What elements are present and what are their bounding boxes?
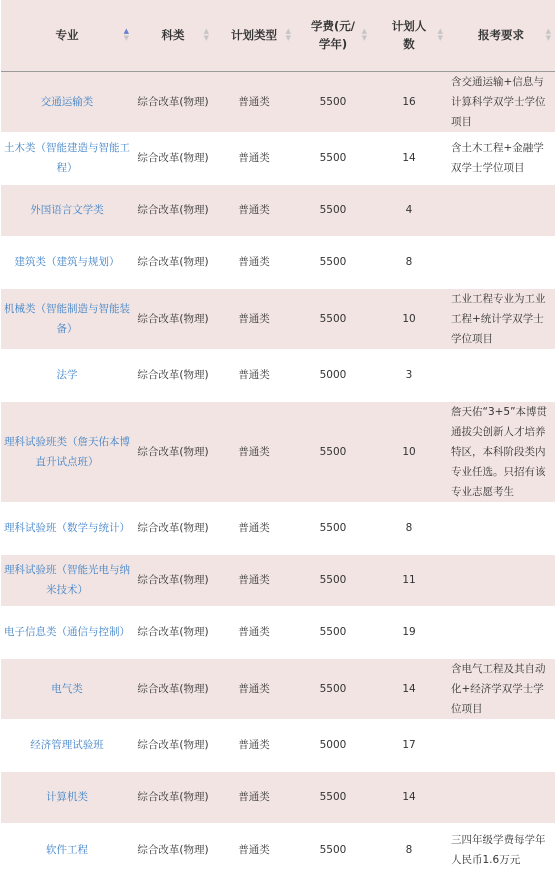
cell-subject: 综合改革(物理) bbox=[133, 719, 213, 771]
header-fee-label: 学费(元/学年) bbox=[311, 19, 355, 52]
cell-major[interactable]: 外国语言文学类 bbox=[1, 184, 133, 236]
table-header bbox=[1, 0, 555, 71]
table-row bbox=[1, 554, 555, 606]
cell-requirement bbox=[447, 184, 555, 236]
cell-plan-type: 普通类 bbox=[213, 184, 295, 236]
cell-requirement: 含电气工程及其自动化+经济学双学士学位项目 bbox=[447, 658, 555, 719]
cell-fee: 5500 bbox=[295, 184, 371, 236]
cell-requirement bbox=[447, 606, 555, 658]
table-row bbox=[1, 184, 555, 236]
cell-major[interactable]: 电子信息类（通信与控制） bbox=[1, 606, 133, 658]
header-count[interactable] bbox=[371, 0, 447, 71]
cell-plan-type: 普通类 bbox=[213, 132, 295, 184]
cell-major[interactable]: 法学 bbox=[1, 349, 133, 401]
cell-fee: 5500 bbox=[295, 401, 371, 502]
cell-requirement bbox=[447, 349, 555, 401]
cell-major[interactable]: 机械类（智能制造与智能装备） bbox=[1, 288, 133, 349]
cell-count: 8 bbox=[371, 502, 447, 554]
cell-count: 14 bbox=[371, 658, 447, 719]
cell-count: 3 bbox=[371, 349, 447, 401]
cell-count: 4 bbox=[371, 184, 447, 236]
cell-requirement: 詹天佑“3+5”本博贯通拔尖创新人才培养特区，本科阶段类内专业任选。只招有该专业志愿考生 bbox=[447, 401, 555, 502]
table-row bbox=[1, 349, 555, 401]
cell-major[interactable]: 交通运输类 bbox=[1, 71, 133, 132]
cell-plan-type: 普通类 bbox=[213, 236, 295, 288]
table-row bbox=[1, 606, 555, 658]
sort-arrows-icon[interactable]: ▲ ▼ bbox=[361, 27, 367, 43]
table-row bbox=[1, 236, 555, 288]
sort-arrows-icon[interactable]: ▲ ▼ bbox=[203, 27, 209, 43]
cell-requirement bbox=[447, 502, 555, 554]
cell-count: 14 bbox=[371, 771, 447, 823]
cell-major[interactable]: 理科试验班（智能光电与纳米技术） bbox=[1, 554, 133, 606]
cell-fee: 5500 bbox=[295, 771, 371, 823]
cell-count: 10 bbox=[371, 401, 447, 502]
cell-subject: 综合改革(物理) bbox=[133, 771, 213, 823]
header-requirement-label: 报考要求 bbox=[478, 28, 524, 43]
cell-major[interactable]: 电气类 bbox=[1, 658, 133, 719]
cell-plan-type: 普通类 bbox=[213, 349, 295, 401]
cell-subject: 综合改革(物理) bbox=[133, 401, 213, 502]
cell-subject: 综合改革(物理) bbox=[133, 288, 213, 349]
header-major-label: 专业 bbox=[55, 28, 79, 43]
cell-subject: 综合改革(物理) bbox=[133, 658, 213, 719]
cell-count: 14 bbox=[371, 132, 447, 184]
header-subject[interactable] bbox=[133, 0, 213, 71]
sort-arrows-icon[interactable]: ▲ ▼ bbox=[123, 27, 129, 43]
table-row bbox=[1, 401, 555, 502]
cell-fee: 5500 bbox=[295, 606, 371, 658]
cell-major[interactable]: 经济管理试验班 bbox=[1, 719, 133, 771]
table-row bbox=[1, 502, 555, 554]
cell-plan-type: 普通类 bbox=[213, 554, 295, 606]
cell-requirement bbox=[447, 236, 555, 288]
cell-requirement: 三四年级学费每学年人民币1.6万元 bbox=[447, 823, 555, 877]
cell-major[interactable]: 建筑类（建筑与规划） bbox=[1, 236, 133, 288]
sort-arrows-icon[interactable]: ▲ ▼ bbox=[285, 27, 291, 43]
header-plan-type[interactable] bbox=[213, 0, 295, 71]
table-row bbox=[1, 823, 555, 877]
cell-major[interactable]: 理科试验班（数学与统计） bbox=[1, 502, 133, 554]
cell-fee: 5000 bbox=[295, 349, 371, 401]
cell-requirement bbox=[447, 719, 555, 771]
cell-requirement bbox=[447, 771, 555, 823]
cell-fee: 5500 bbox=[295, 554, 371, 606]
table-row bbox=[1, 288, 555, 349]
cell-plan-type: 普通类 bbox=[213, 823, 295, 877]
cell-plan-type: 普通类 bbox=[213, 771, 295, 823]
cell-count: 17 bbox=[371, 719, 447, 771]
table-row bbox=[1, 71, 555, 132]
cell-subject: 综合改革(物理) bbox=[133, 132, 213, 184]
cell-plan-type: 普通类 bbox=[213, 502, 295, 554]
cell-subject: 综合改革(物理) bbox=[133, 184, 213, 236]
sort-arrows-icon[interactable]: ▲ ▼ bbox=[437, 27, 443, 43]
cell-subject: 综合改革(物理) bbox=[133, 349, 213, 401]
cell-subject: 综合改革(物理) bbox=[133, 554, 213, 606]
cell-subject: 综合改革(物理) bbox=[133, 606, 213, 658]
table-row bbox=[1, 132, 555, 184]
cell-count: 19 bbox=[371, 606, 447, 658]
table-row bbox=[1, 771, 555, 823]
cell-plan-type: 普通类 bbox=[213, 606, 295, 658]
header-requirement[interactable] bbox=[447, 0, 555, 71]
header-major[interactable] bbox=[1, 0, 133, 71]
cell-major[interactable]: 软件工程 bbox=[1, 823, 133, 877]
header-count-label: 计划人数 bbox=[391, 19, 427, 52]
cell-fee: 5500 bbox=[295, 288, 371, 349]
cell-subject: 综合改革(物理) bbox=[133, 71, 213, 132]
cell-plan-type: 普通类 bbox=[213, 719, 295, 771]
cell-requirement: 含土木工程+金融学双学士学位项目 bbox=[447, 132, 555, 184]
cell-major[interactable]: 计算机类 bbox=[1, 771, 133, 823]
cell-requirement: 工业工程专业为工业工程+统计学双学士学位项目 bbox=[447, 288, 555, 349]
cell-fee: 5500 bbox=[295, 236, 371, 288]
enrollment-plan-table bbox=[1, 0, 555, 878]
cell-major[interactable]: 理科试验班类（詹天佑本博直升试点班） bbox=[1, 401, 133, 502]
cell-subject: 综合改革(物理) bbox=[133, 502, 213, 554]
cell-fee: 5500 bbox=[295, 71, 371, 132]
cell-count: 10 bbox=[371, 288, 447, 349]
cell-major[interactable]: 土木类（智能建造与智能工程） bbox=[1, 132, 133, 184]
cell-count: 16 bbox=[371, 71, 447, 132]
cell-count: 8 bbox=[371, 236, 447, 288]
header-fee[interactable] bbox=[295, 0, 371, 71]
cell-fee: 5500 bbox=[295, 132, 371, 184]
cell-plan-type: 普通类 bbox=[213, 71, 295, 132]
table-row bbox=[1, 658, 555, 719]
table-row bbox=[1, 719, 555, 771]
cell-count: 11 bbox=[371, 554, 447, 606]
cell-fee: 5500 bbox=[295, 823, 371, 877]
cell-fee: 5000 bbox=[295, 719, 371, 771]
cell-subject: 综合改革(物理) bbox=[133, 823, 213, 877]
cell-plan-type: 普通类 bbox=[213, 401, 295, 502]
cell-requirement: 含交通运输+信息与计算科学双学士学位项目 bbox=[447, 71, 555, 132]
cell-fee: 5500 bbox=[295, 658, 371, 719]
cell-requirement bbox=[447, 554, 555, 606]
cell-plan-type: 普通类 bbox=[213, 288, 295, 349]
header-plan-type-label: 计划类型 bbox=[231, 28, 277, 43]
cell-count: 8 bbox=[371, 823, 447, 877]
sort-arrows-icon[interactable]: ▲ ▼ bbox=[545, 27, 551, 43]
header-subject-label: 科类 bbox=[161, 28, 185, 43]
cell-subject: 综合改革(物理) bbox=[133, 236, 213, 288]
cell-plan-type: 普通类 bbox=[213, 658, 295, 719]
cell-fee: 5500 bbox=[295, 502, 371, 554]
